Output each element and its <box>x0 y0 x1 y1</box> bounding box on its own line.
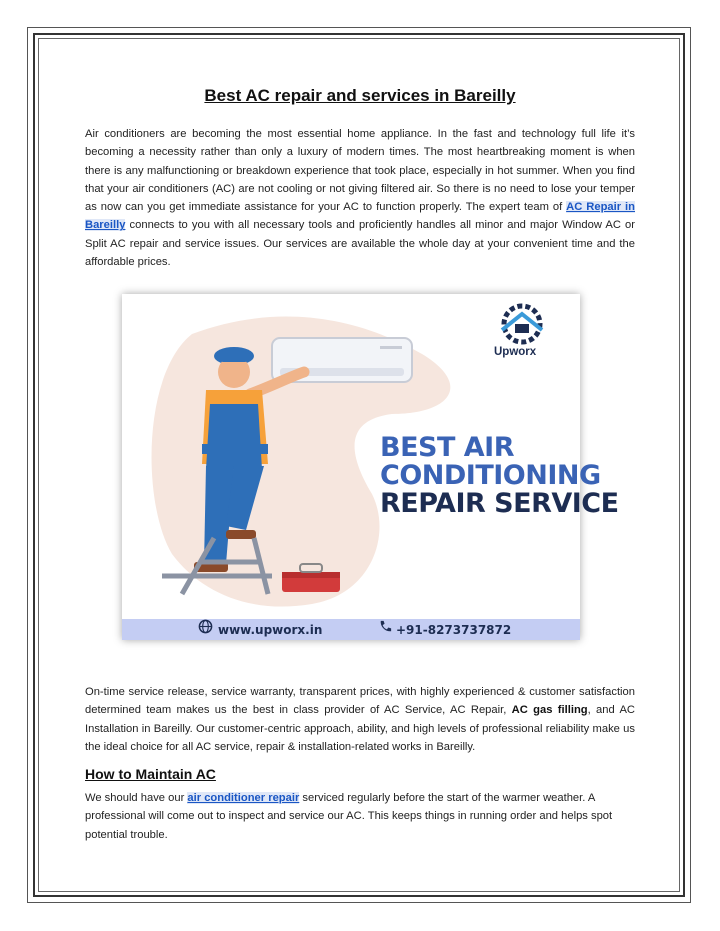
banner-footer <box>122 619 580 640</box>
upworx-logo-text: Upworx <box>494 346 537 358</box>
globe-icon <box>198 619 213 634</box>
banner-heading-line3: REPAIR SERVICE <box>380 488 619 519</box>
services-text-start: On-time service release, service warranty, transparent prices, with highly experienced & customer satisfaction determined team makes us the best in class provider of AC Service, AC Repair, <box>85 686 635 717</box>
services-paragraph <box>85 683 635 756</box>
services-text-end: , and AC Installation in Bareilly. Our customer-centric approach, ability, and high levels of professional reliability make us the ideal choice for all AC service, repair & installation-related works in Bareilly. <box>85 704 635 753</box>
maintain-paragraph <box>85 789 635 844</box>
phone-icon <box>378 619 393 634</box>
upworx-logo-icon <box>502 306 542 342</box>
air-conditioner-repair-link[interactable]: air conditioner repair <box>187 792 300 804</box>
service-banner-image <box>122 294 619 640</box>
ac-gas-filling-bold: AC gas filling <box>511 704 588 717</box>
maintain-text-start: We should have our <box>85 792 188 804</box>
banner-heading <box>380 434 619 518</box>
banner-heading-line1: BEST AIR <box>380 432 515 463</box>
intro-text-start: Air conditioners are becoming the most essential home appliance. In the fast and technology full life it’s becoming a necessity rather than only a luxury of modern times. The most heartbreaking moment is when there is any malfunctioning or breakdown experience that took place, especially in hot summer. When you find that your air conditioners (AC) are not cooling or not giving filtered air. So there is no need to lose your temper as now can you get immediate assistance for your AC to function properly. The expert team of <box>85 128 635 214</box>
banner-phone: +91-8273737872 <box>396 623 512 637</box>
intro-paragraph <box>85 125 635 271</box>
ac-repair-bareilly-link[interactable]: AC Repair in Bareilly <box>85 201 636 232</box>
maintain-text-end: serviced regularly before the start of the warmer weather. A professional will come out to inspect and service our AC. This keeps things in running order and helps spot potential trouble. <box>85 792 613 841</box>
maintain-heading: How to Maintain AC <box>85 766 216 782</box>
banner-website: www.upworx.in <box>218 623 323 637</box>
page-title: Best AC repair and services in Bareilly <box>204 86 516 105</box>
banner-heading-line2: CONDITIONING <box>380 460 601 491</box>
intro-text-end: connects to you with all necessary tools and proficiently handles all minor and major Window AC or Split AC repair and service issues. Our services are available the whole day at your convenient time and the affordable prices. <box>85 219 635 269</box>
